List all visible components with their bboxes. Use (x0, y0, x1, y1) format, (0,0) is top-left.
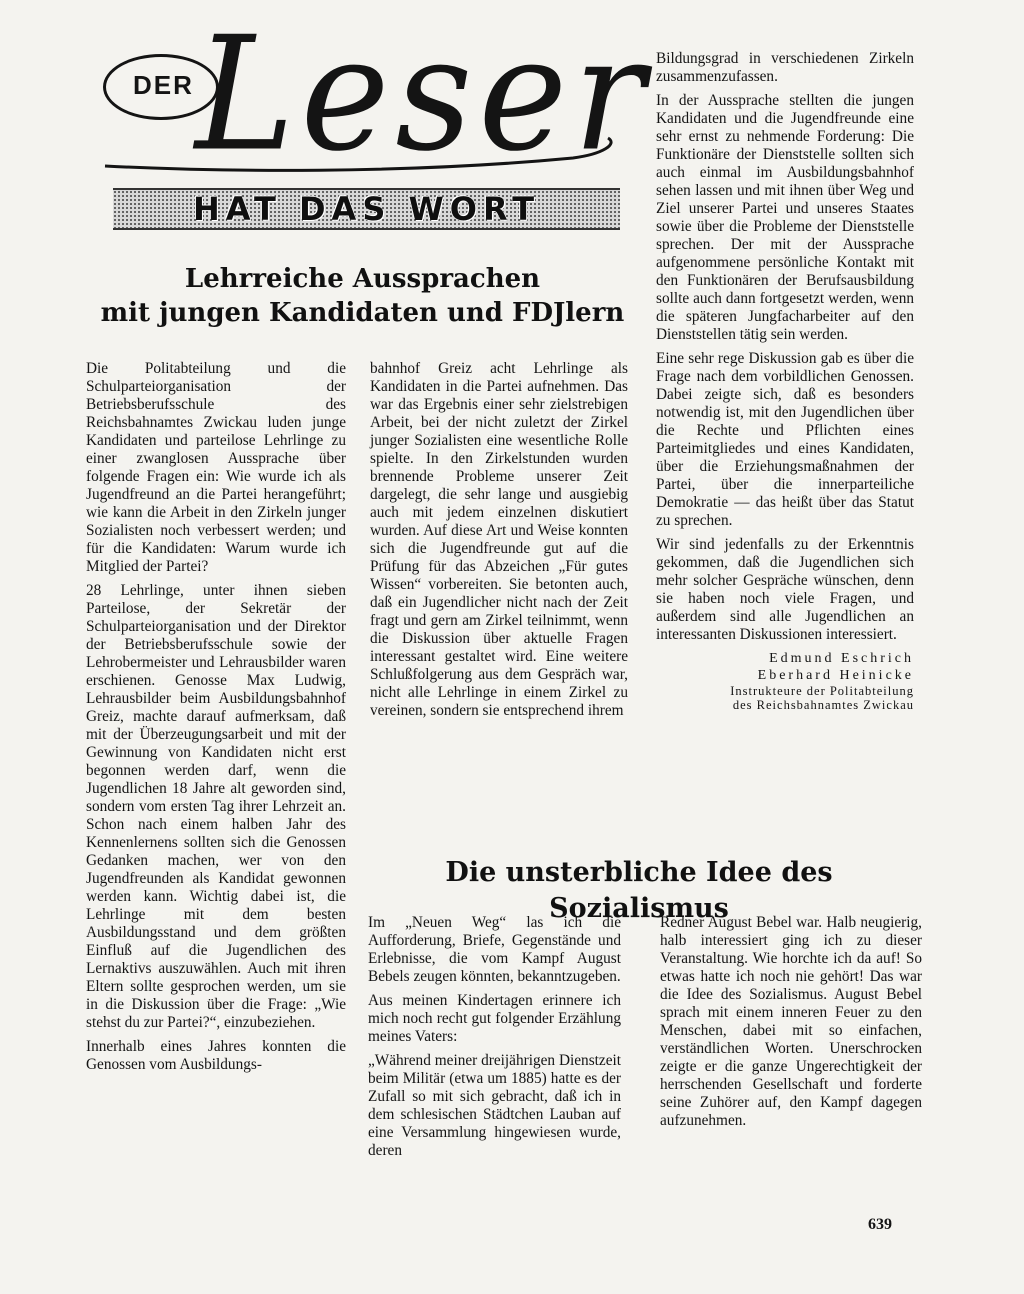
article1-column-1 (86, 360, 346, 1080)
masthead-hat-das-wort: HAT DAS WORT (192, 190, 541, 228)
signature-name-2: Eberhard Heinicke (757, 668, 914, 683)
article2-paragraph: Aus meinen Kindertagen erinnere ich mich noch recht gut folgender Erzählung meines Vaters: (368, 992, 621, 1045)
signature-name-1: Edmund Eschrich (769, 651, 914, 666)
masthead-der: DER (133, 70, 194, 100)
signature-role-1: Instrukteure der Politabteilung (730, 684, 914, 698)
masthead-swash (103, 136, 623, 176)
article1-paragraph: 28 Lehrlinge, unter ihnen sieben Parteilose, der Sekretär der Schulparteiorganisation und der Direktor der Betriebsberufsschule sowie der Lehrobermeister und Lehrausbilder waren erschienen. Genosse Max Ludwig, Lehrausbilder beim Ausbildungsbahnhof Greiz, machte darauf aufmerksam, daß mit der Überzeugungsarbeit und mit der Gewinnung von Kandidaten nicht erst begonnen werden darf, wenn die Jugendlichen 18 Jahre alt geworden sind, sondern vom ersten Tag ihrer Lehrzeit an. Schon nach einem halben Jahr des Kennenlernens sollten sich die Genossen Gedanken machen, wer von den Jugendfreunden als Kandidat gewonnen werden kann. Wichtig dabei ist, die Lehrlinge mit dem besten Ausbildungsstand und dem größten Einfluß auf die Jugendlichen des Lernaktivs auszuwählen. Auch mit ihren Eltern sollte gesprochen werden, um sie in die Diskussion über die Frage: „Wie stehst du zur Partei?“, einzubeziehen. (86, 582, 346, 1031)
article1-paragraph: Die Politabteilung und die Schulparteiorganisation der Betriebsberufsschule des Reichsbahnamtes Zwickau luden junge Kandidaten und parteilose Lehrlinge zu einer zwanglosen Aussprache über folgende Fragen ein: Wie wurde ich als Jugendfreund an die Partei herangeführt; wie kann die Arbeit in den Zirkeln junger Sozialisten noch verbessert werden; und für die Kandidaten: Warum wurde ich Mitglied der Partei? (86, 360, 346, 575)
article2-paragraph: Im „Neuen Weg“ las ich die Aufforderung, Briefe, Gegenstände und Erlebnisse, die vom Kampf August Bebels zeugen könnten, bekanntzugeben. (368, 914, 621, 985)
article1-column-2 (370, 360, 628, 726)
masthead-leser: Leser (195, 3, 651, 187)
masthead-banner (113, 188, 620, 230)
article1-paragraph: Innerhalb eines Jahres konnten die Genossen vom Ausbildungs- (86, 1038, 346, 1073)
article1-paragraph: In der Aussprache stellten die jungen Kandidaten und die Jugendfreunde eine sehr ernst zu nehmende Forderung: Die Funktionäre der Dienststelle sollten sich auch einmal im Ausbildungsbahnhof sehen lassen und mit ihnen über Weg und Ziel unserer Partei und unseres Staates sowie über die Probleme der Dienststelle sprechen. Der mit der Aussprache aufgenommene persönliche Kontakt mit den Funktionären der Berufsausbildung sollte auch dann fortgesetzt werden, wenn die späteren Jungfacharbeiter auf den Dienststellen tätig sein werden. (656, 92, 914, 343)
article1-headline (95, 262, 630, 330)
article1-paragraph: Bildungsgrad in verschiedenen Zirkeln zusammenzufassen. (656, 50, 914, 85)
article1-paragraph: Eine sehr rege Diskussion gab es über die Frage nach dem vorbildlichen Genossen. Dabei zeigte sich, daß es besonders notwendig ist, mit den Jugendlichen über die Rechte und Pflichten eines Parteimitgliedes und eines Kandidaten, über die Erziehungsmaßnahmen der Partei, über die innerparteiliche Demokratie — das heißt über das Statut zu sprechen. (656, 350, 914, 529)
article2-column-2 (660, 914, 922, 1136)
article2-paragraph: Redner August Bebel war. Halb neugierig, halb interessiert ging ich zu dieser Veranstaltung. Wie horchte ich da auf! So etwas hatte ich noch nie gehört! Das war die Idee des Sozialismus. August Bebel sprach mit einem inneren Feuer zu den Menschen, dabei mit so einfachen, verständlichen Worten. Unerschrocken zeigte er die ganze Ungerechtigkeit der herrschenden Gesellschaft und forderte seine Zuhörer auf, den Kampf dagegen aufzunehmen. (660, 914, 922, 1129)
article1-headline-line2: mit jungen Kandidaten und FDJlern (100, 298, 625, 328)
article2-column-1 (368, 914, 621, 1166)
article1-paragraph: bahnhof Greiz acht Lehrlinge als Kandidaten in die Partei aufnehmen. Das war das Ergebnis einer sehr zielstrebigen Arbeit, bei der nicht zuletzt der Zirkel junger Sozialisten eine wesentliche Rolle spielte. In den Zirkelstunden wurden brennende Probleme unserer Zeit dargelegt, die sehr lange und ausgiebig auch mit jedem einzelnen diskutiert wurden. Auf diese Art und Weise konnten sich die Jugendfreunde gut auf die Prüfung für das Abzeichen „Für gutes Wissen“ vorbereiten. Sie betonten auch, daß ein Jugendlicher nicht nach der Zeit fragt und gern am Zirkel teilnimmt, wenn die Diskussion über aktuelle Fragen interessant gestaltet wird. Eine weitere Schlußfolgerung aus dem Gespräch war, nicht alle Lehrlinge in einem Zirkel zu vereinen, sondern sie entsprechend ihrem (370, 360, 628, 719)
signature-role-2: des Reichsbahnamtes Zwickau (732, 698, 914, 712)
page-number: 639 (868, 1216, 892, 1233)
article2-headline: Die unsterbliche Idee des Sozialismus (445, 857, 833, 924)
article1-column-3 (656, 50, 914, 712)
masthead (95, 3, 651, 240)
article1-paragraph: Wir sind jedenfalls zu der Erkenntnis gekommen, daß die Jugendlichen sich mehr solcher Gespräche wünschen, denn sie haben noch viele Fragen, und außerdem sind alle Jugendlichen an interessanten Diskussionen interessiert. (656, 536, 914, 643)
article1-headline-line1: Lehrreiche Aussprachen (184, 264, 541, 294)
article2-paragraph: „Während meiner dreijährigen Dienstzeit beim Militär (etwa um 1885) hatte es der Zufall so mit sich gebracht, daß ich in dem schlesischen Städtchen Lauban auf eine Versammlung hingewiesen wurde, deren (368, 1052, 621, 1159)
article1-signature (656, 650, 914, 712)
